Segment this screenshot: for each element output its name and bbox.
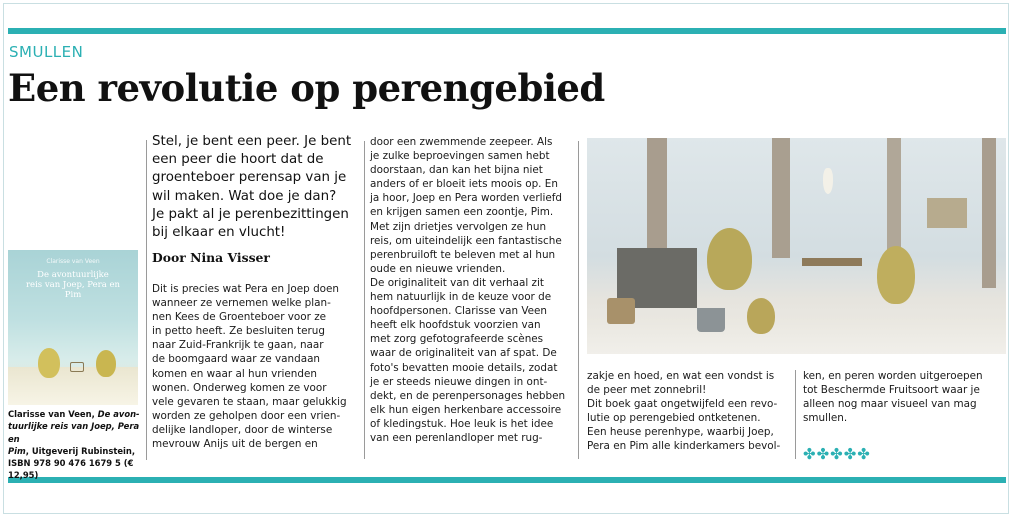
body-line: van een perenlandloper met rug- [370, 431, 543, 444]
body-line: komen en waar al hun vrienden [152, 367, 317, 380]
intro-line: wil maken. Wat doe je dan? [152, 188, 337, 204]
body-line: dekt, en de perenpersonages hebben [370, 389, 566, 402]
body-column-2 [370, 135, 575, 445]
wooden-post [982, 138, 996, 288]
body-line: en krijgen samen een zoontje, Pim. [370, 206, 554, 219]
column-divider [146, 140, 147, 460]
body-line: zakje en hoed, en wat een vondst is [587, 370, 775, 382]
intro-paragraph [152, 133, 362, 242]
body-line: Dit boek gaat ongetwijfeld een revo- [587, 398, 778, 411]
body-line: de boomgaard waar ze vandaan [152, 353, 321, 366]
caption-title: De avon- [97, 409, 140, 419]
body-line: delijke landloper, door de winterse [152, 423, 333, 436]
cover-title-line: reis van Joep, Pera en [25, 280, 121, 290]
body-line: naar Zuid-Frankrijk te gaan, naar [152, 339, 324, 352]
intro-line: bij elkaar en vlucht! [152, 224, 286, 240]
body-line: ken, en peren worden uitgeroepen [803, 370, 983, 382]
pear-figure [38, 348, 60, 378]
cover-title-line: Pim [64, 290, 82, 300]
cover-author: Clarisse van Veen [46, 258, 100, 265]
body-line: de peer met zonnebril! [587, 384, 707, 397]
wooden-post [772, 138, 790, 258]
pear-figure [877, 246, 915, 304]
section-label: SMULLEN [9, 43, 84, 61]
pear-figure [707, 228, 752, 290]
body-line: elk hun eigen herkenbare accessoire [370, 403, 562, 416]
body-line: alleen nog maar visueel van mag [803, 398, 977, 411]
cover-title [14, 270, 132, 300]
body-line: hoofdpersonen. Clarisse van Veen [370, 305, 548, 318]
body-line: De originaliteit van dit verhaal zit [370, 276, 544, 289]
body-column-4 [803, 369, 1003, 425]
body-line: Dit is precies wat Pera en Joep doen [152, 283, 340, 295]
intro-line: een peer die hoort dat de [152, 152, 324, 168]
book-caption [8, 408, 146, 482]
body-column-1 [152, 282, 360, 451]
cover-snow [8, 367, 138, 405]
body-line: je zulke beproevingen samen hebt [370, 150, 550, 163]
cover-title-line: De avontuurlijke [37, 270, 109, 280]
body-line: door een zwemmende zeepeer. Als [370, 136, 553, 148]
body-line: je er steeds nieuwe dingen in ont- [370, 375, 548, 388]
body-line: wonen. Onderweg komen ze voor [152, 381, 327, 394]
intro-line: groenteboer perensap van je [152, 170, 347, 186]
wooden-post [887, 138, 901, 263]
body-line: met zorg gefotografeerde scènes [370, 333, 544, 346]
pear-figure [747, 298, 775, 334]
body-line: hem natuurlijk in de keuze voor de [370, 291, 552, 304]
body-line: reis, om uiteindelijk een fantastische [370, 234, 562, 247]
table-top [802, 258, 862, 266]
pear-figure [96, 350, 116, 377]
body-line: of kledingstuk. Hoe leuk is het idee [370, 417, 554, 430]
body-line: doorstaan, dan kan het bijna niet [370, 164, 543, 177]
body-line: tot Beschermde Fruitsoort waar je [803, 384, 980, 397]
body-line: perenbruiloft te beleven met al hun [370, 248, 556, 261]
column-divider [578, 141, 579, 459]
bottom-rule [8, 477, 1006, 483]
body-line: oude en nieuwe vrienden. [370, 262, 506, 275]
intro-line: Je pakt al je perenbezittingen [152, 206, 349, 222]
byline: Door Nina Visser [152, 250, 270, 265]
caption-publisher: , Uitgeverij Rubinstein, [25, 445, 136, 456]
body-line: foto's bevatten mooie details, zodat [370, 361, 558, 374]
body-line: worden ze geholpen door een vrien- [152, 409, 341, 422]
window-frame [927, 198, 967, 228]
body-line: heeft elk hoofdstuk voorzien van [370, 319, 541, 332]
book-cover-image [8, 250, 138, 405]
column-divider [795, 370, 796, 459]
body-line: vele gevaren te staan, maar gelukkig [152, 395, 347, 408]
top-rule [8, 28, 1006, 34]
column-divider [364, 141, 365, 459]
wicker-basket [607, 298, 635, 324]
bucket [697, 308, 725, 332]
intro-line: Stel, je bent een peer. Je bent [152, 134, 352, 149]
body-line: Pera en Pim alle kinderkamers bevol- [587, 440, 781, 453]
body-line: waar de originaliteit van af spat. De [370, 347, 557, 360]
body-line: smullen. [803, 412, 848, 425]
headline: Een revolutie op perengebied [8, 66, 605, 110]
body-line: ja hoor, Joep en Pera worden verliefd [370, 192, 563, 205]
body-line: wanneer ze vernemen welke plan- [152, 297, 331, 310]
caption-author: Clarisse van Veen, [8, 409, 98, 419]
body-line: Met zijn drietjes vervolgen ze hun [370, 220, 547, 233]
body-line: Een heuse perenhype, waarbij Joep, [587, 426, 774, 439]
body-line: nen Kees de Groenteboer voor ze [152, 311, 327, 324]
body-line: lutie op perengebied ontketenen. [587, 412, 761, 425]
body-column-3 [587, 369, 792, 454]
caption-isbn: ISBN 978 90 476 1679 5 (€ 12,95) [8, 458, 134, 481]
snow-floor [587, 318, 1006, 354]
caption-title: tuurlijke reis van Joep, Pera en [8, 421, 140, 444]
body-line: mevrouw Anijs uit de bergen en [152, 438, 318, 451]
light-bulb [823, 168, 833, 194]
caption-title: Pim [8, 445, 26, 456]
rating-icons: ✤✤✤✤✤ [803, 445, 871, 463]
basket-shape [70, 362, 84, 372]
body-line: anders of er bloeit iets moois op. En [370, 178, 558, 191]
body-line: in petto heeft. Ze besluiten terug [152, 325, 325, 338]
illustration-photo [587, 138, 1006, 354]
